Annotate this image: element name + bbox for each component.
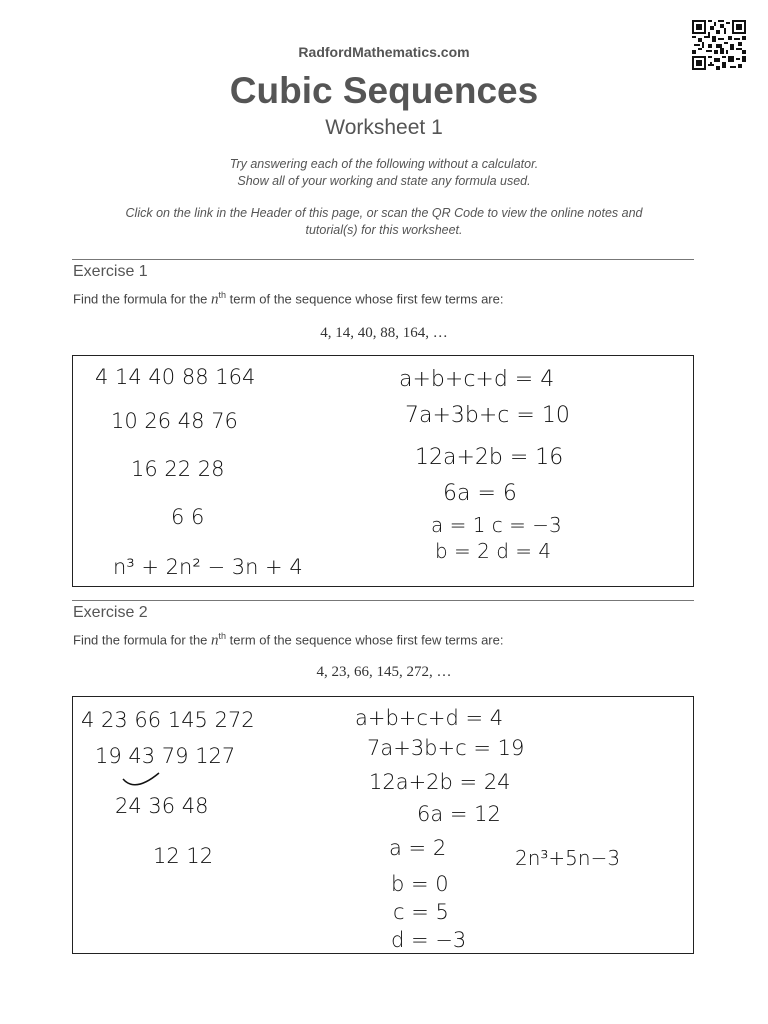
prompt-n: n [211,632,219,649]
handwritten-line: 4 14 40 88 164 [95,365,256,389]
divider [72,600,694,601]
sequence-terms: 4, 14, 40, 88, 164, … [320,325,448,341]
handwritten-line: 4 23 66 145 272 [81,708,255,732]
handwritten-line: 6a = 6 [443,481,517,506]
handwritten-line: 12 12 [153,844,214,868]
handwritten-work [73,697,693,953]
handwritten-line: 16 22 28 [131,457,225,481]
handwritten-line: 6 6 [171,505,205,529]
handwritten-line: 12a+2b = 16 [415,445,564,470]
handwritten-line: 10 26 48 76 [111,409,238,433]
handwritten-line: 7a+3b+c = 19 [367,736,525,760]
prompt-n: n [211,291,219,308]
exercise-prompt [73,290,503,308]
prompt-text: Find the formula for the [73,632,212,648]
handwritten-line: b = 0 [391,872,449,896]
handwritten-line: 7a+3b+c = 10 [405,403,570,428]
exercise-title: Exercise 2 [73,604,148,621]
handwritten-line: 19 43 79 127 [95,744,236,768]
answer-box [72,696,694,954]
handwritten-line: c = 5 [393,900,449,924]
prompt-text: term of the sequence whose first few terms are: [226,632,504,648]
handwritten-work [73,356,693,586]
handwritten-line: a+b+c+d = 4 [355,706,504,730]
handwritten-line: a = 1 c = −3 [431,513,562,537]
handwritten-line: 12a+2b = 24 [369,770,511,794]
handwritten-line: a+b+c+d = 4 [399,367,555,392]
sequence-terms: 4, 23, 66, 145, 272, … [316,664,452,680]
handwritten-answer: 2n³+5n−3 [515,846,621,870]
instruction-line: Show all of your working and state any formula used. [237,174,531,188]
prompt-sup: th [218,290,227,300]
handwritten-bracket [123,773,159,785]
instruction-line: tutorial(s) for this worksheet. [305,223,463,237]
handwritten-line: n³ + 2n² − 3n + 4 [113,555,303,579]
page-title: Cubic Sequences [229,70,539,111]
exercise-prompt [73,631,503,649]
instruction-line: Click on the link in the Header of this page, or scan the QR Code to view the online notes and [125,206,643,220]
handwritten-line: b = 2 d = 4 [435,539,552,563]
handwritten-line: 24 36 48 [115,794,209,818]
handwritten-line: d = −3 [391,928,467,952]
site-name[interactable]: RadfordMathematics.com [298,44,470,60]
worksheet-subtitle: Worksheet 1 [325,116,443,139]
prompt-sup: th [218,631,227,641]
exercise-title: Exercise 1 [73,263,148,280]
answer-box [72,355,694,587]
instruction-line: Try answering each of the following without a calculator. [229,157,539,171]
prompt-text: term of the sequence whose first few terms are: [226,291,504,307]
handwritten-line: a = 2 [389,836,447,860]
handwritten-line: 6a = 12 [417,802,501,826]
instructions-link [60,205,708,239]
divider [72,259,694,260]
instructions-calculator [60,156,708,190]
prompt-text: Find the formula for the [73,291,212,307]
